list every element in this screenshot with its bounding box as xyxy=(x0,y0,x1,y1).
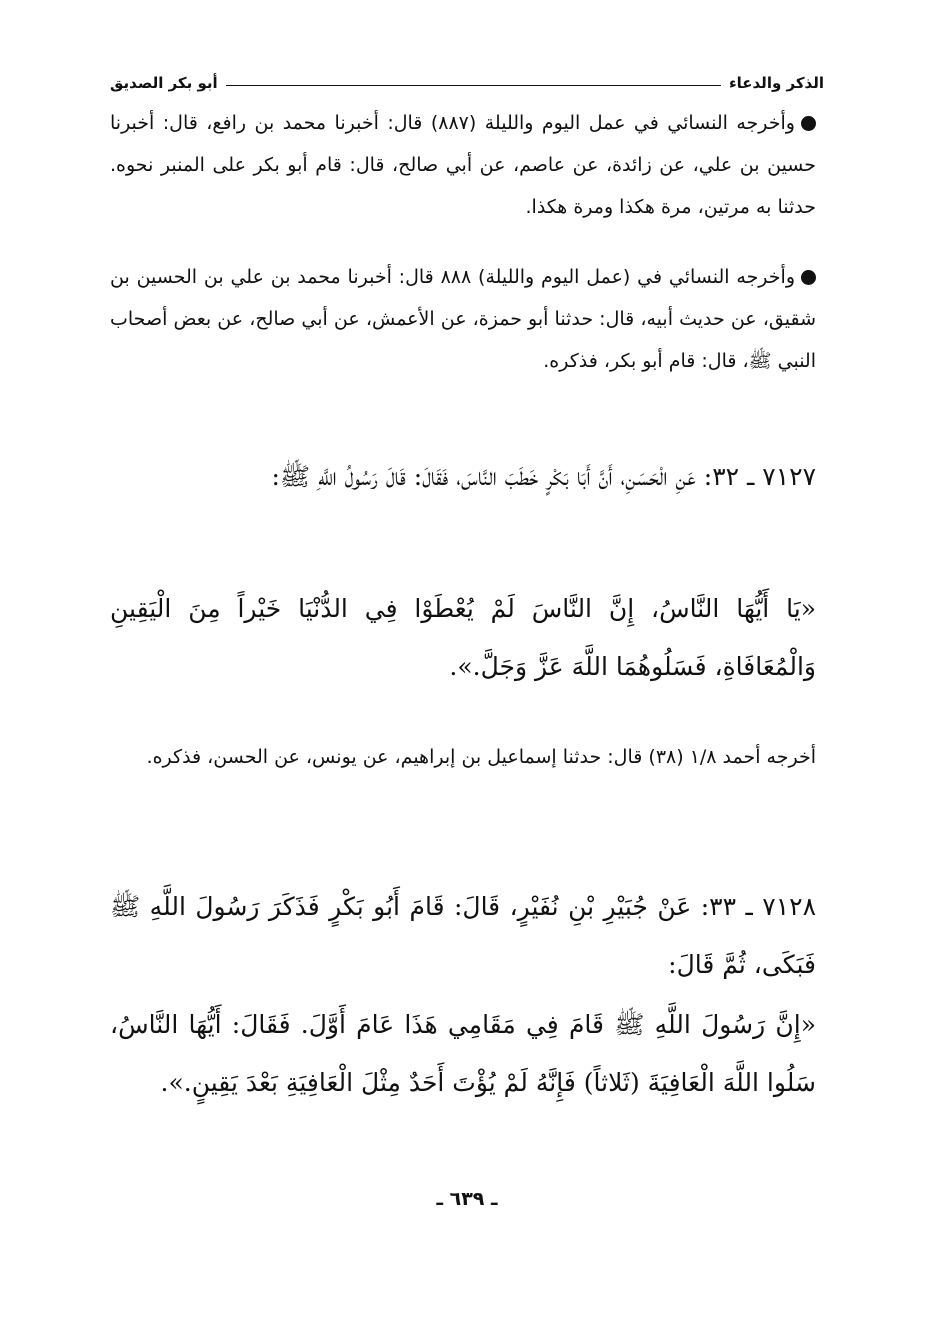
paragraph-text: وأخرجه النسائي في عمل اليوم والليلة (٨٨٧) قال: أخبرنا محمد بن رافع، قال: أخبرنا حسين بن علي، عن زائدة، عن عاصم، عن أبي صالح، قال: قام أبو بكر على المنبر نحوه. حدثنا به مرتين، مرة هكذا ومرة هكذا. xyxy=(110,112,816,218)
bullet-icon xyxy=(801,116,816,131)
hadith-7127-quote xyxy=(110,580,816,696)
paragraph-nasai-888 xyxy=(110,256,816,382)
hadith-quote-text: «يَا أَيُّهَا النَّاسُ، إِنَّ النَّاسَ لَمْ يُعْطَوْا فِي الدُّنْيَا خَيْراً مِنَ الْيَقِينِ وَالْمُعَافَاةِ، فَسَلُوهُمَا اللَّهَ عَزَّ وَجَلَّ.». xyxy=(110,594,816,681)
hadith-7128-quote xyxy=(110,996,816,1112)
running-header xyxy=(110,62,824,92)
paragraph-text: أخرجه أحمد ١/٨ (٣٨) قال: حدثنا إسماعيل بن إبراهيم، عن يونس، عن الحسن، فذكره. xyxy=(146,746,816,768)
hadith-text: ٧١٢٨ ـ ٣٣: عَنْ جُبَيْرِ بْنِ نُفَيْرٍ، قَالَ: قَامَ أَبُو بَكْرٍ فَذَكَرَ رَسُولَ اللَّهِ ﷺ فَبَكَى، ثُمَّ قَالَ: xyxy=(110,892,817,979)
hadith-7128-heading xyxy=(110,878,816,994)
page-number: ـ ٦٣٩ ـ xyxy=(436,1188,498,1210)
paragraph-nasai-887 xyxy=(110,102,816,228)
header-section-title: أبو بكر الصديق xyxy=(110,74,218,92)
hadith-text: ٧١٢٧ ـ ٣٢: عَنِ الْحَسَنِ، أَنَّ أَبَا بَكْرٍ خَطَبَ النَّاسَ، فَقَالَ: قَالَ رَسُولُ اللَّهِ ﷺ: xyxy=(271,462,816,491)
paragraph-text: وأخرجه النسائي في (عمل اليوم والليلة) ٨٨٨ قال: أخبرنا محمد بن علي بن الحسين بن شقيق، عن حديث أبيه، قال: حدثنا أبو حمزة، عن الأعمش، عن أبي صالح، عن بعض أصحاب النبي ﷺ، قال: قام أبو بكر، فذكره. xyxy=(110,266,816,372)
paragraph-ahmad-takhrij xyxy=(110,736,816,778)
hadith-quote-text: «إِنَّ رَسُولَ اللَّهِ ﷺ قَامَ فِي مَقَامِي هَذَا عَامَ أَوَّلَ. فَقَالَ: أَيُّهَا النَّاسُ، سَلُوا اللَّهَ الْعَافِيَةَ (ثَلاثاً) فَإِنَّهُ لَمْ يُؤْتَ أَحَدٌ مِثْلَ الْعَافِيَةِ بَعْدَ يَقِينٍ.». xyxy=(110,1010,816,1097)
header-chapter-title: الذكر والدعاء xyxy=(728,74,824,92)
header-rule xyxy=(226,85,721,86)
bullet-icon xyxy=(801,270,816,285)
hadith-7127-heading xyxy=(110,448,816,506)
